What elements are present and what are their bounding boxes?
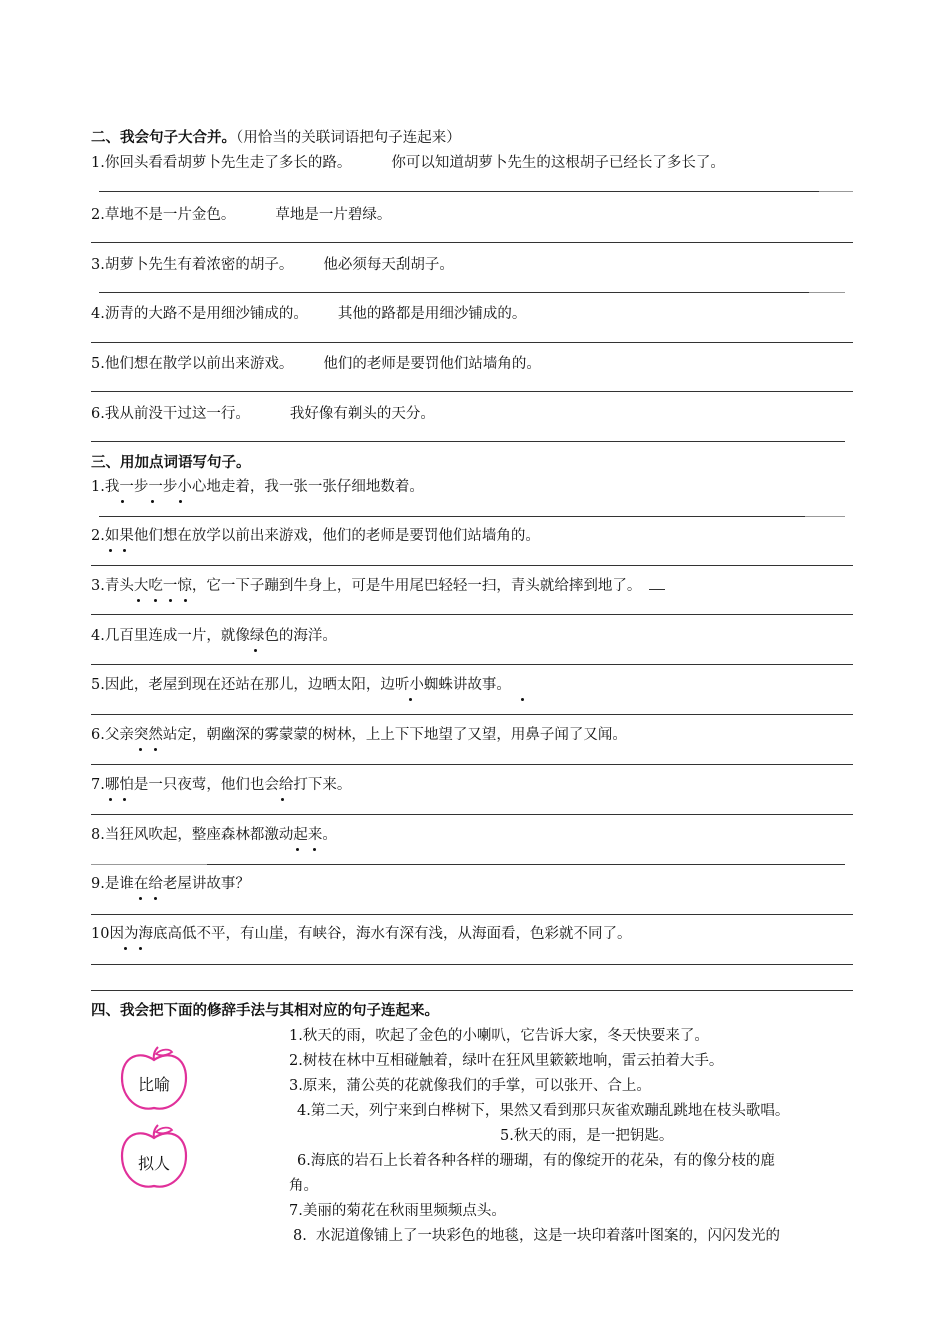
rhetoric-sentence-2[interactable]: 2.树枝在林中互相碰触着，绿叶在狂风里簌簌地响，雷云拍着大手。 xyxy=(289,1053,724,1069)
answer-line-tail xyxy=(805,516,845,517)
s3-item-10 xyxy=(91,922,631,943)
answer-line[interactable] xyxy=(207,864,845,865)
section4-heading xyxy=(91,999,439,1020)
s3-item-10-text: 10因为海底高低不平，有山崖，有峡谷，海水有深有浅，从海面看，色彩就不同了。 xyxy=(91,926,632,942)
answer-line[interactable] xyxy=(91,391,853,392)
answer-line[interactable] xyxy=(99,516,805,517)
s2-item-4-a: 4.沥青的大路不是用细沙铺成的。 xyxy=(91,306,308,322)
section2-heading xyxy=(91,126,461,147)
s2-item-3 xyxy=(91,253,454,274)
s2-item-5-a: 5.他们想在散学以前出来游戏。 xyxy=(91,356,294,372)
s3-item-6-text: 6.父亲突然站定，朝幽深的雾蒙蒙的树林，上上下下地望了又望，用鼻子闻了又闻。 xyxy=(91,727,627,743)
s3-item-1 xyxy=(91,475,424,496)
section2-note: （用恰当的关联词语把句子连起来） xyxy=(236,130,461,146)
answer-line[interactable] xyxy=(91,342,853,343)
s2-item-5-b: 他们的老师是要罚他们站墙角的。 xyxy=(323,356,541,372)
s2-item-5 xyxy=(91,352,541,373)
answer-line[interactable] xyxy=(91,441,845,442)
answer-line[interactable] xyxy=(91,242,853,243)
answer-line[interactable] xyxy=(91,814,853,815)
s3-item-2-text: 2.如果他们想在放学以前出来游戏，他们的老师是要罚他们站墙角的。 xyxy=(91,528,540,544)
s2-item-3-b: 他必须每天刮胡子。 xyxy=(323,257,454,273)
answer-line-tail xyxy=(809,292,845,293)
answer-line[interactable] xyxy=(91,990,853,991)
rhetoric-sentence-7[interactable]: 7.美丽的菊花在秋雨里频频点头。 xyxy=(289,1203,506,1219)
apple-label-personification: 拟人 xyxy=(138,1154,171,1173)
s2-item-4 xyxy=(91,302,526,323)
rhetoric-sentence-3[interactable]: 3.原来，蒲公英的花就像我们的手掌，可以张开、合上。 xyxy=(289,1078,651,1094)
s3-item-2 xyxy=(91,524,540,545)
answer-line[interactable] xyxy=(91,714,853,715)
apple-card-personification[interactable] xyxy=(118,1124,190,1192)
s3-item-9 xyxy=(91,872,250,893)
s3-item-9-text: 9.是谁在给老屋讲故事？ xyxy=(91,876,250,892)
rhetoric-sentence-6-cont: 角。 xyxy=(289,1178,318,1194)
s2-item-6-b: 我好像有剃头的天分。 xyxy=(289,406,435,422)
s2-item-4-b: 其他的路都是用细沙铺成的。 xyxy=(337,306,527,322)
answer-line-tail xyxy=(819,191,853,192)
section4-title: 四、我会把下面的修辞手法与其相对应的句子连起来。 xyxy=(91,1002,439,1019)
rhetoric-sentence-8[interactable]: 8. 水泥道像铺上了一块彩色的地毯，这是一块印着落叶图案的，闪闪发光的 xyxy=(293,1228,781,1244)
section3-heading xyxy=(91,451,251,472)
s3-item-4 xyxy=(91,624,337,645)
s2-item-3-a: 3.胡萝卜先生有着浓密的胡子。 xyxy=(91,257,294,273)
answer-line[interactable] xyxy=(91,664,853,665)
s3-item-8 xyxy=(91,823,337,844)
answer-line[interactable] xyxy=(91,914,853,915)
rhetoric-sentence-4[interactable]: 4.第二天，列宁来到白桦树下，果然又看到那只灰雀欢蹦乱跳地在枝头歌唱。 xyxy=(297,1103,790,1119)
s2-item-2-b: 草地是一片碧绿。 xyxy=(275,207,392,223)
section2-title: 二、我会句子大合并。 xyxy=(91,129,236,146)
s3-item-3-text: 3.青头大吃一惊，它一下子蹦到牛身上，可是牛用尾巴轻轻一扫，青头就给摔到地了。 xyxy=(91,578,642,594)
answer-line[interactable] xyxy=(91,764,853,765)
answer-line-head xyxy=(91,864,207,865)
s2-item-6 xyxy=(91,402,435,423)
s2-item-1-b: 你可以知道胡萝卜先生的这根胡子已经长了多长了。 xyxy=(391,155,725,171)
rhetoric-sentence-1[interactable]: 1.秋天的雨，吹起了金色的小喇叭，它告诉大家，冬天快要来了。 xyxy=(289,1028,709,1044)
answer-line[interactable] xyxy=(99,292,809,293)
rhetoric-sentence-5[interactable]: 5.秋天的雨，是一把钥匙。 xyxy=(500,1128,674,1144)
apple-card-metaphor[interactable] xyxy=(118,1046,190,1114)
answer-line[interactable] xyxy=(91,565,853,566)
section3-title: 三、用加点词语写句子。 xyxy=(91,454,251,471)
s2-item-1 xyxy=(91,151,725,172)
s3-item-1-text: 1.我一步一步小心地走着，我一张一张仔细地数着。 xyxy=(91,479,424,495)
s2-item-1-a: 1.你回头看看胡萝卜先生走了多长的路。 xyxy=(91,155,352,171)
s3-item-4-text: 4.几百里连成一片，就像绿色的海洋。 xyxy=(91,628,337,644)
rhetoric-sentence-6[interactable]: 6.海底的岩石上长着各种各样的珊瑚，有的像绽开的花朵，有的像分枝的鹿 xyxy=(297,1153,775,1169)
s2-item-2-a: 2.草地不是一片金色。 xyxy=(91,207,236,223)
s3-item-7 xyxy=(91,773,351,794)
s2-item-2 xyxy=(91,203,391,224)
answer-line[interactable] xyxy=(91,964,853,965)
answer-line[interactable] xyxy=(99,191,819,192)
apple-label-metaphor: 比喻 xyxy=(138,1075,171,1094)
s2-item-6-a: 6.我从前没干过这一行。 xyxy=(91,406,250,422)
s3-item-6 xyxy=(91,723,627,744)
s3-item-5-text: 5.因此，老屋到现在还站在那儿，边晒太阳，边听小蜘蛛讲故事。 xyxy=(91,677,511,693)
s3-item-7-text: 7.哪怕是一只夜莺，他们也会给打下来。 xyxy=(91,777,352,793)
s3-item-8-text: 8.当狂风吹起，整座森林都激动起来。 xyxy=(91,827,337,843)
answer-line[interactable] xyxy=(91,614,853,615)
s3-item-3 xyxy=(91,574,665,595)
s3-item-5 xyxy=(91,673,511,694)
